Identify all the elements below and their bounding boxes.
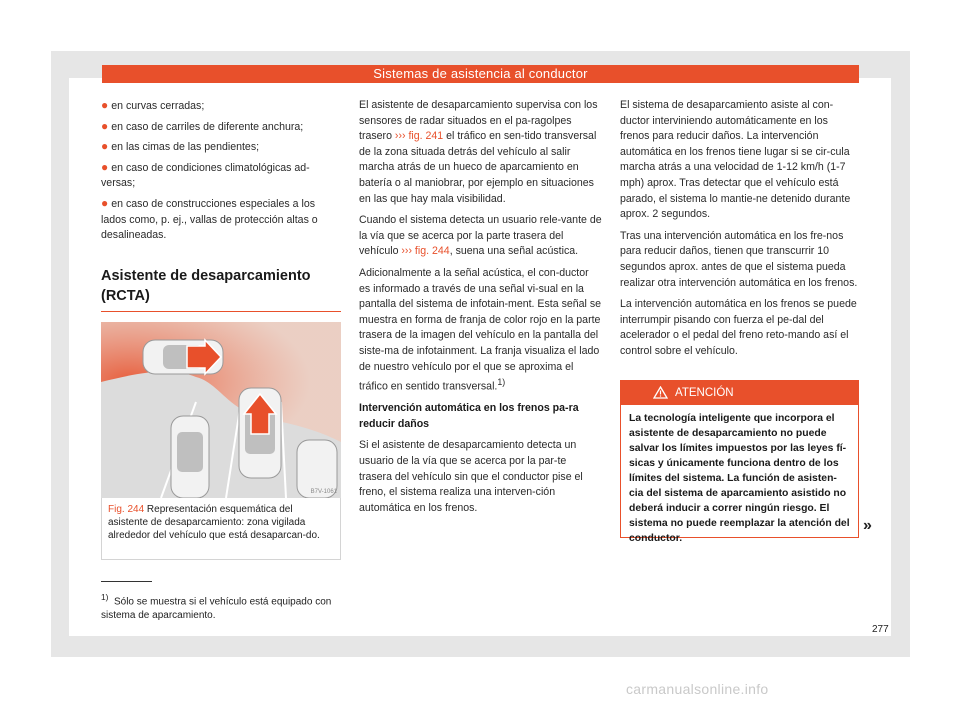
figure-link[interactable]: ››› fig. 241 (394, 130, 444, 143)
section-divider (101, 311, 341, 312)
figure-code: B7V-1061 (310, 489, 337, 495)
list-item: ● en caso de carriles de diferente anchura; (101, 118, 304, 133)
bullet-icon: ● (101, 195, 109, 210)
column-right (620, 98, 860, 366)
parked-car-icon (171, 416, 209, 498)
continue-mark: » (863, 517, 872, 534)
subheading: Intervención automática en los frenos pa-ra reducir daños (359, 402, 579, 430)
paragraph: Adicionalmente a la señal acústica, el con-ductor es informado a través de una señal vi-sual en la pantalla del sistema de infotain-ment. Esta señal se muestra en forma de franja de color rojo en la parte trasera de la imagen del vehículo en la pantalla del siste-ma de infotainment. La franja visualiza el lado de nuestro vehículo por el que se aproxima el tráfico en sentido transversal.$^{1)}$ (359, 266, 602, 393)
footnote-divider (101, 581, 152, 582)
warning-box (620, 380, 859, 544)
footnote-ref: 1) (497, 377, 506, 388)
footnote-mark: 1) (101, 592, 109, 602)
paragraph: El asistente de desaparcamiento supervisa con los sensores de radar situados en el pa-ragolpes trasero ››› fig. 241 el tráfico en sen-tido transversal de la zona situada detrás del vehículo al salir marcha atrás de un hueco de aparcamiento en batería o al maniobrar, por ejemplo en situaciones en las que hay mala visibilidad. (359, 99, 598, 205)
moving-car-icon (143, 340, 223, 374)
warning-header (621, 381, 858, 405)
paragraph: Tras una intervención automática en los fre-nos para reducir daños, tienen que transcurrir 10 segundos aprox. antes de que el sistema pueda realizar otra intervención automática en los frenos. (620, 229, 858, 289)
rcta-illustration (101, 322, 341, 498)
section-title: Asistente de desaparcamiento (RCTA) (101, 268, 311, 304)
column-left (101, 98, 341, 248)
bullet-icon: ● (101, 139, 109, 154)
figure-number: Fig. 244 (108, 504, 145, 515)
bullet-icon: ● (101, 159, 109, 174)
warning-label: ATENCIÓN (675, 387, 734, 399)
paragraph: El sistema de desaparcamiento asiste al con-ductor interviniendo automáticamente en los frenos para reducir daños. La intervención automática en los frenos tiene lugar si se cir-cula marcha atrás a una velocidad de 1-12 km/h (1-7 mph) aprox. Tras detectar que el vehículo está parado, el sistema lo mantie-ne detenido durante aprox. 2 segundos. (620, 99, 851, 221)
column-middle (359, 98, 602, 522)
figure-caption (108, 503, 334, 542)
list-item: ● en caso de construcciones especiales a los lados como, p. ej., vallas de protección altas o desalineadas. (101, 195, 318, 242)
paragraph: Cuando el sistema detecta un usuario rele-vante de la vía que se acerca por la parte trasera del vehículo ››› fig. 244, suena una señal acústica. (359, 214, 602, 258)
reversing-car-icon (239, 388, 281, 478)
paragraph: La intervención automática en los frenos se puede interrumpir pisando con fuerza el pe-dal del acelerador o el pedal del freno reto-mando así el control sobre el vehículo. (620, 298, 857, 357)
page-header: Sistemas de asistencia al conductor (102, 65, 859, 83)
figure-link[interactable]: ››› fig. 244 (401, 245, 450, 258)
list-item: ● en curvas cerradas; (101, 98, 205, 112)
paragraph: Si el asistente de desaparcamiento detecta un usuario de la vía que se acerca por la par-te trasera del vehículo sin que el conductor pise el freno, el sistema realiza una interven-ción automática en los frenos. (359, 439, 583, 514)
footnote-text: Sólo se muestra si el vehículo está equipado con sistema de aparcamiento. (101, 596, 332, 622)
page-number: 277 (872, 624, 889, 635)
figure-caption-text: Representación esquemática del asistente de desaparcamiento: zona vigilada alrededor del vehículo que está desaparcan-do. (108, 504, 320, 541)
list-item: ● en caso de condiciones climatológicas ad-versas; (101, 159, 310, 190)
list-item: ● en las cimas de las pendientes; (101, 139, 260, 154)
warning-triangle-icon (653, 386, 668, 399)
condition-list (101, 98, 341, 244)
footnote (101, 590, 341, 623)
bullet-icon: ● (101, 98, 109, 112)
watermark: carmanualsonline.info (626, 681, 769, 697)
bullet-icon: ● (101, 118, 109, 133)
warning-text: La tecnología inteligente que incorpora el asistente de desaparcamiento no puede salvar los límites impuestos por las leyes fí-sicas y únicamente funciona dentro de los límites del sistema. La función de asisten-cia del sistema de aparcamiento asistido no deberá inducir a correr ningún riesgo. El sistema no puede reemplazar la atención del conductor. (629, 413, 850, 544)
